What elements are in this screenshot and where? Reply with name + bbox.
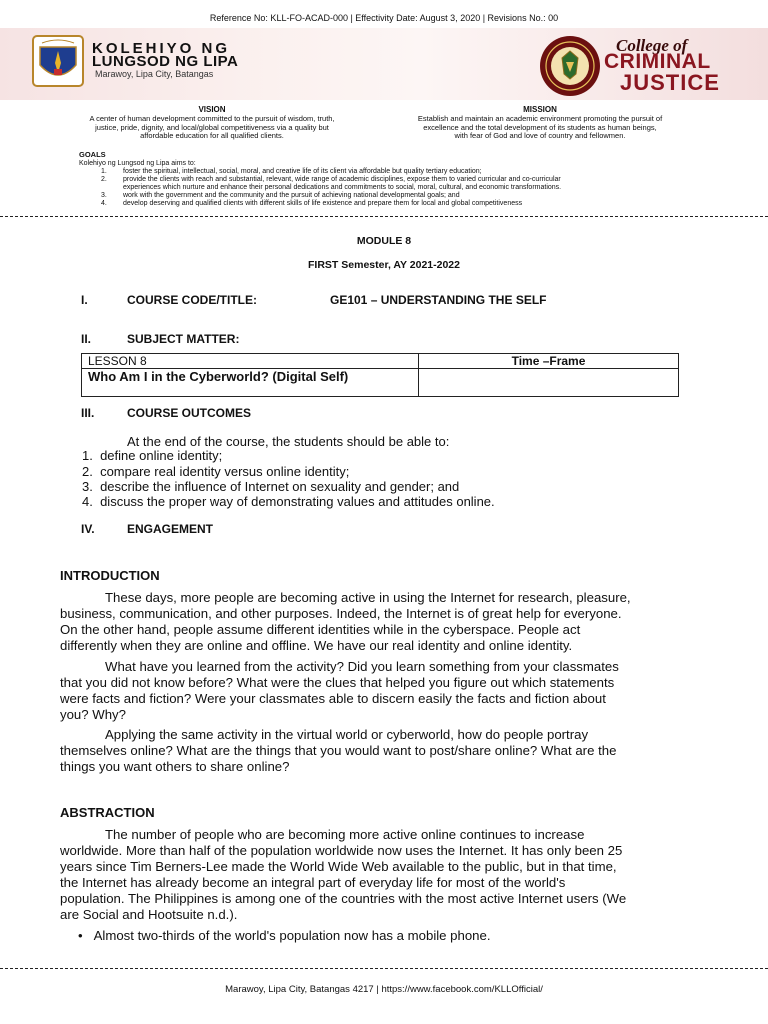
college-label-line3: JUSTICE: [620, 70, 720, 95]
college-label-line2: CRIMINAL: [604, 50, 711, 73]
reference-line: Reference No: KLL-FO-ACAD-000 | Effectivity Date: August 3, 2020 | Revisions No.: 00: [209, 13, 559, 23]
section-number: II.: [81, 332, 92, 346]
subject-matter-label: SUBJECT MATTER:: [127, 332, 240, 346]
lesson-title-cell: Who Am I in the Cyberworld? (Digital Self): [82, 369, 419, 397]
subject-matter-table: [81, 353, 679, 397]
school-name-line2: LUNGSOD NG LIPA: [92, 53, 239, 70]
school-name-line1: KOLEHIYO NG: [92, 40, 231, 57]
vision-text: A center of human development committed to the pursuit of wisdom, truth, justice, pride, dignity, and local/global competitiveness via a quality but affordable education for all qualified clients.: [89, 114, 335, 140]
outcome-item: 2. compare real identity versus online identity;: [82, 464, 350, 479]
abstraction-bullet: • Almost two-thirds of the world's population now has a mobile phone.: [78, 928, 491, 943]
goals-intro: Kolehiyo ng Lungsod ng Lipa aims to:: [79, 160, 196, 167]
time-frame-header: Time –Frame: [419, 354, 679, 369]
outcomes-intro: At the end of the course, the students should be able to:: [127, 434, 450, 449]
section-number: III.: [81, 406, 95, 420]
abstraction-paragraph: The number of people who are becoming more active online continues to increase worldwide. More than half of the population worldwide now uses the Internet. It has only been 25 years since Tim Berners-Lee made the World Wide Web available to the public, but in that time, the Internet has already become an integral part of everyday life for most of the world's population. The Philippines is among one of the countries with the most active Internet users (We are Social and Hootsuite n.d.).: [60, 827, 627, 922]
semester-label: FIRST Semester, AY 2021-2022: [308, 259, 460, 271]
mission-title: MISSION: [523, 105, 557, 114]
introduction-paragraph-3: Applying the same activity in the virtual world or cyberworld, how do people portray themselves online? What are the things that you would want to post/share online? What are the things you want others to share online?: [60, 727, 617, 774]
goals-title: GOALS: [79, 150, 106, 159]
school-seal-logo: [30, 33, 86, 89]
section-number: I.: [81, 293, 88, 307]
vision-title: VISION: [198, 105, 226, 114]
introduction-paragraph-2: What have you learned from the activity? Did you learn something from your classmates that you did not know before? What were the clues that helped you figure out which statements were facts and fiction? Were your classmates able to discern easily the facts and fiction about you? Why?: [60, 659, 619, 722]
college-label-line1: College of: [616, 36, 688, 55]
college-seal-logo: [538, 34, 602, 98]
abstraction-title: ABSTRACTION: [60, 805, 155, 820]
introduction-paragraph-1: These days, more people are becoming active in using the Internet for research, pleasure, business, communication, and other purposes. Indeed, the Internet is of great help for everyone. On the other hand, people assume different identities while in the cyberspace. People act differently when they are online and offline. We have our real identity and online identity.: [60, 590, 631, 653]
outcome-item: 3. describe the influence of Internet on sexuality and gender; and: [82, 479, 460, 494]
course-code-value: GE101 – UNDERSTANDING THE SELF: [330, 293, 547, 307]
time-frame-value: [419, 369, 679, 397]
mission-text: Establish and maintain an academic environment promoting the pursuit of excellence and the total development of its students as human beings, with fear of God and love of country and fellowmen.: [417, 114, 663, 140]
footer-text: Marawoy, Lipa City, Batangas 4217 | https://www.facebook.com/KLLOfficial/: [225, 984, 543, 995]
header-divider: [0, 216, 768, 217]
engagement-label: ENGAGEMENT: [127, 522, 214, 536]
footer-divider: [0, 968, 768, 969]
course-outcomes-label: COURSE OUTCOMES: [127, 406, 252, 420]
outcome-item: 4. discuss the proper way of demonstrating values and attitudes online.: [82, 494, 495, 509]
outcome-item: 1. define online identity;: [82, 448, 223, 463]
school-address: Marawoy, Lipa City, Batangas: [95, 69, 214, 79]
section-number: IV.: [81, 522, 95, 536]
module-title: MODULE 8: [356, 235, 412, 247]
lesson-cell: LESSON 8: [82, 354, 419, 369]
bullet-dot: •: [78, 928, 83, 943]
course-code-label: COURSE CODE/TITLE:: [127, 293, 258, 307]
introduction-title: INTRODUCTION: [60, 568, 160, 583]
